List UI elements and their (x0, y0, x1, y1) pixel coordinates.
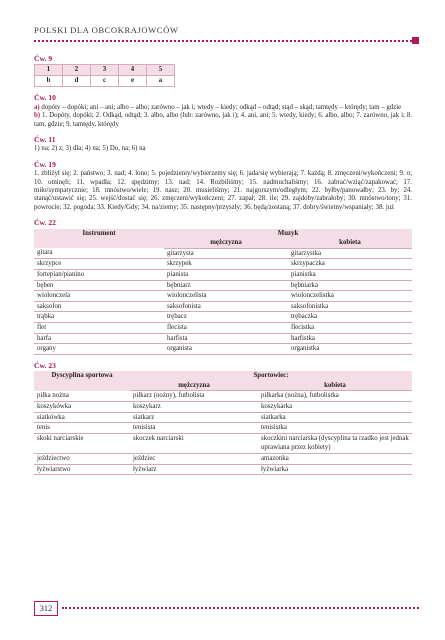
table-row (34, 323, 412, 334)
table-cell: organy (34, 344, 164, 355)
table-cell: siatkarz (130, 412, 258, 423)
table-cell: łyżwiarz (130, 464, 258, 475)
table-cell: skrzypce (34, 259, 164, 270)
table-cell: piłkarz (nożny), futbolista (130, 391, 258, 402)
table-cell: saksofonistka (288, 301, 412, 312)
ex23-body (34, 391, 412, 475)
ex11-title: Ćw. 11 (34, 135, 56, 145)
ex22-body (34, 248, 412, 354)
ex23-col-female: kobieta (258, 381, 412, 391)
ex23-col-discipline: Dyscyplina sportowa (34, 371, 130, 391)
table-cell: bęben (34, 280, 164, 291)
ex9-header-cell: 2 (63, 65, 91, 76)
table-cell: skoczek narciarski (130, 433, 258, 453)
ex10-part-b (34, 112, 412, 129)
table-cell: bębniarka (288, 280, 412, 291)
table-cell: trębaczka (288, 312, 412, 323)
ex9-header-cell: 1 (35, 65, 63, 76)
ex23-col-male: mężczyzna (130, 381, 258, 391)
table-cell: jeździectwo (34, 453, 130, 464)
table-cell: tenisista (130, 423, 258, 434)
table-row (34, 423, 412, 434)
table-row (34, 301, 412, 312)
ex10-b-text: 1. Dopóty, dopóki; 2. Odkąd, odtąd; 3. albo, albo (lub: zarówno, jak i); 4. ani, ani; 5. wtedy, kiedy; 6. albo, albo; 7. zarówno, jak i; 8. tam, gdzie; 9. tamtędy, którędy (34, 112, 412, 128)
table-cell: łyżwiarstwo (34, 464, 130, 475)
table-cell: jeździec (130, 453, 258, 464)
table-cell: skoczkini narciarska (dyscyplina ta rzadko jest jednak uprawiana przez kobiety) (258, 433, 412, 453)
table-cell: fortepian/pianino (34, 270, 164, 281)
footer-dotted-rule (62, 607, 419, 609)
running-header: POLSKI DLA OBCOKRAJOWCÓW (34, 25, 179, 35)
table-cell: piłkarka (nożna), futbolistka (258, 391, 412, 402)
ex23-title: Ćw. 23 (34, 360, 56, 370)
table-cell: skoki narciarskie (34, 433, 130, 453)
table-row (34, 259, 412, 270)
table-cell: koszykówka (34, 402, 130, 413)
ex10-title: Ćw. 10 (34, 93, 56, 103)
ex9-answer-cell: d (63, 76, 91, 87)
ex19-title: Ćw. 19 (34, 159, 56, 169)
table-row (34, 433, 412, 453)
table-row (34, 333, 412, 344)
table-cell: gitara (34, 248, 164, 259)
table-cell: gitarzysta (164, 248, 288, 259)
ex9-header-cell: 5 (147, 65, 175, 76)
ex10-b-label: b) (34, 112, 41, 120)
table-cell: organista (164, 344, 288, 355)
ex10-a-text: dopóty – dopóki; ani – ani; albo – albo; zarówno – jak i; wtedy – kiedy; odkąd – odtąd; stąd – skąd; tamtędy – którędy; tam – gdzie (39, 103, 402, 111)
table-row (34, 464, 412, 475)
ex9-answer-table (34, 64, 175, 87)
ex22-col-female: kobieta (288, 238, 412, 248)
table-row (34, 391, 412, 402)
table-row (34, 402, 412, 413)
header-dotted-rule (34, 40, 412, 42)
ex22-col-instrument: Instrument (34, 229, 164, 249)
table-cell: tenis (34, 423, 130, 434)
ex22-col-group: Muzyk (164, 229, 412, 239)
table-cell: saksofonista (164, 301, 288, 312)
ex23-table (34, 371, 412, 475)
table-cell: saksofon (34, 301, 164, 312)
ex9-answer-cell: a (147, 76, 175, 87)
ex9-title: Ćw. 9 (34, 54, 53, 63)
table-cell: flecista (164, 323, 288, 334)
ex22-col-male: mężczyzna (164, 238, 288, 248)
table-cell: siatkarka (258, 412, 412, 423)
ex9-answer-cell: c (91, 76, 119, 87)
ex11-text: 1) na; 2) z; 3) dla; 4) na; 5) Do, na; 6) na (34, 145, 146, 153)
table-row (34, 453, 412, 464)
ex22-table (34, 229, 412, 355)
table-cell: trąbka (34, 312, 164, 323)
ex9-header-cell: 3 (91, 65, 119, 76)
table-cell: siatkówka (34, 412, 130, 423)
ex9-answer-cell: e (119, 76, 147, 87)
table-cell: flecistka (288, 323, 412, 334)
table-cell: tenisistka (258, 423, 412, 434)
table-cell: organistka (288, 344, 412, 355)
ex10-part-a (34, 104, 412, 112)
table-cell: pianistka (288, 270, 412, 281)
table-row (34, 270, 412, 281)
ex9-answer-cell: b (35, 76, 63, 87)
table-cell: koszykarka (258, 402, 412, 413)
table-cell: harfistka (288, 333, 412, 344)
table-cell: pianista (164, 270, 288, 281)
table-row (34, 344, 412, 355)
table-cell: skrzypaczka (288, 259, 412, 270)
table-row (34, 412, 412, 423)
header-square-marker (412, 37, 419, 44)
table-row (34, 312, 412, 323)
table-cell: wiolonczela (34, 291, 164, 302)
table-cell: wiolonczelistka (288, 291, 412, 302)
page-number: 312 (34, 601, 58, 616)
ex22-title: Ćw. 22 (34, 218, 56, 228)
table-cell: gitarzystka (288, 248, 412, 259)
table-cell: flet (34, 323, 164, 334)
ex19-text: 1. zbliżył się; 2. państwo; 3. nad; 4. lono; 5. pojedzieniy/wybierzemy się; 6. jada/się wybierają; 7. każdą; 8. zmęczeni/wykończeni; 9. o; 10. ominęli; 11. wpadła; 12. spędzimy; 13. nad; 14. Rozbiliśmy; 15. nadmuchaliśmy; 16. zabrać/wziąć/zapakować; 17. miło/sympatycznie; 18. mnóstwo/wiele; 19. nasz; 20. musieliśmy; 21. najgorszym/odległym; 22. byłby/panowałby; 23. by; 24. stanąć/ustawić się; 25. wejść/dostać się; 26. zmęczeni/wykończeni; 27. zapał; 28. ile; 29. zajdoby/zabrałoby; 30. mnóstwo/tony; 31. powrocie; 32. pogoda; 33. Kiedy/Gdy; 34. na/ziemy; 35. następny/przyszły; 36. będą/zostaną; 37. dobry/świetny/wspaniały; 38. już (34, 170, 412, 211)
table-cell: bębniarz (164, 280, 288, 291)
table-cell: harfista (164, 333, 288, 344)
table-cell: trębacz (164, 312, 288, 323)
table-cell: skrzypek (164, 259, 288, 270)
table-cell: amazonka (258, 453, 412, 464)
table-cell: łyżwiarka (258, 464, 412, 475)
ex23-col-group: Sportowiec: (130, 371, 412, 381)
table-cell: piłka nożna (34, 391, 130, 402)
table-row (34, 280, 412, 291)
table-cell: wiolonczelista (164, 291, 288, 302)
ex9-header-cell: 4 (119, 65, 147, 76)
page-content (34, 55, 412, 475)
table-row (34, 291, 412, 302)
table-cell: harfa (34, 333, 164, 344)
table-cell: koszykarz (130, 402, 258, 413)
ex10-a-label: a) (34, 103, 40, 111)
table-row (34, 248, 412, 259)
